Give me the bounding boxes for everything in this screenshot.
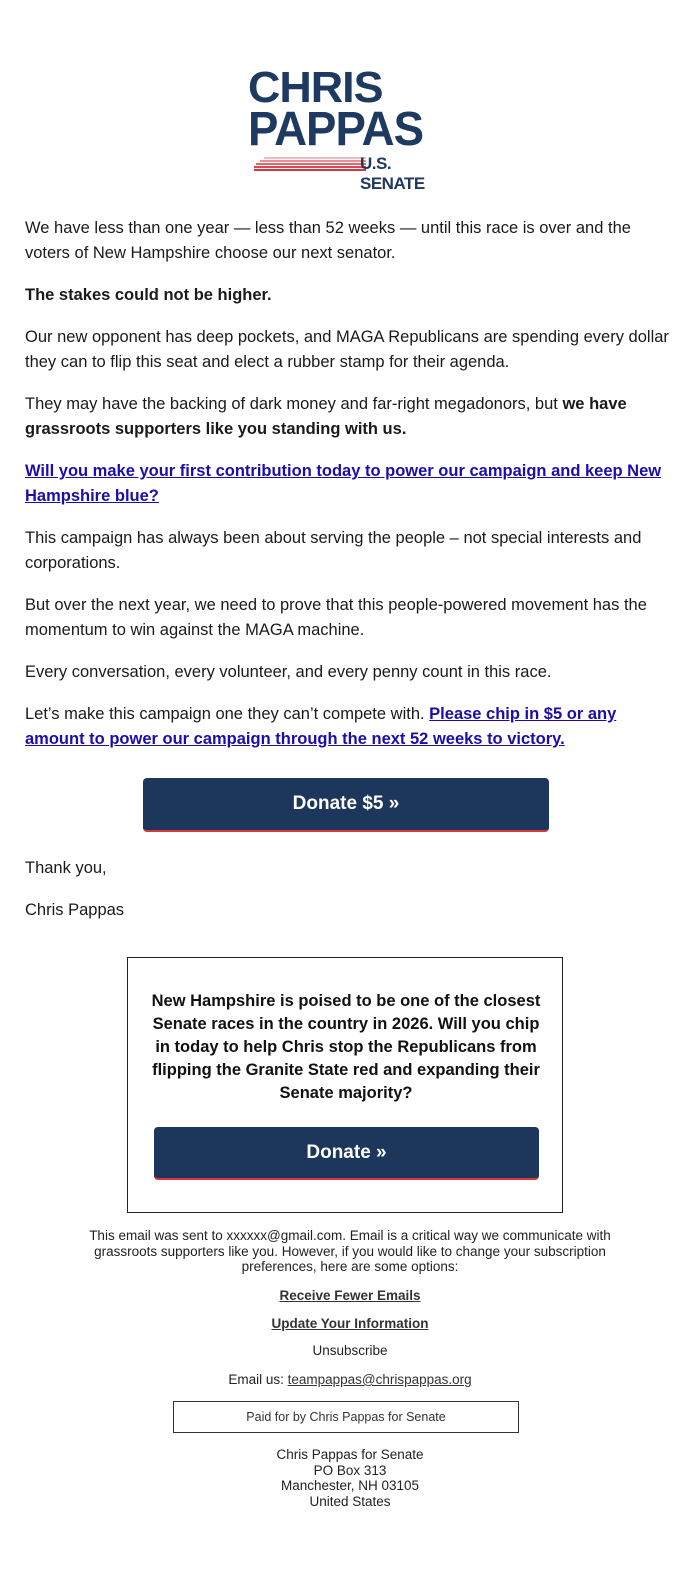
address-org: Chris Pappas for Senate [276, 1447, 424, 1462]
logo-first-name: CHRIS [248, 63, 383, 112]
footer-fewer-emails [60, 1288, 640, 1304]
email-body [25, 216, 675, 769]
footer-unsubscribe [60, 1343, 640, 1359]
chip-in-link[interactable]: Please chip in $5 or any amount to power our campaign through the next 52 weeks to victory. [25, 705, 617, 748]
update-information-link[interactable]: Update Your Information [271, 1316, 429, 1331]
address-po-box: PO Box 313 [313, 1462, 387, 1478]
address-country: United States [309, 1493, 391, 1509]
paragraph-every-penny: Every conversation, every volunteer, and every penny count in this race. [25, 663, 552, 681]
unsubscribe-link[interactable]: Unsubscribe [312, 1343, 388, 1358]
paragraph-stakes [25, 283, 675, 308]
paragraph-serving-people: This campaign has always been about serving the people – not special interests and corporations. [25, 529, 642, 572]
paragraph-momentum: But over the next year, we need to prove that this people-powered movement has the momentum to win against the MAGA machine. [25, 596, 647, 639]
paragraph-chip-in [25, 702, 675, 752]
backing-bold-text: we have grassroots supporters like you standing with us. [25, 395, 627, 438]
footer-update-info [60, 1316, 640, 1332]
paragraph-backing [25, 392, 675, 442]
footer-email-us [60, 1372, 640, 1388]
logo-stripes-graphic [254, 157, 366, 171]
paid-for-disclaimer: Paid for by Chris Pappas for Senate [173, 1401, 519, 1433]
signoff-name: Chris Pappas [25, 901, 125, 919]
logo-office: U.S. SENATE [360, 154, 425, 193]
signoff-thanks: Thank you, [25, 859, 107, 877]
logo-last-name: PAPPAS [248, 103, 424, 156]
backing-text: They may have the backing of dark money and far-right megadonors, but [25, 395, 563, 413]
contact-email-link[interactable]: teampappas@chrispappas.org [287, 1372, 472, 1387]
campaign-logo [248, 63, 448, 193]
first-contribution-link[interactable]: Will you make your first contribution today to power our campaign and keep New Hampshire blue? [25, 462, 662, 505]
paragraph-opponent: Our new opponent has deep pockets, and MAGA Republicans are spending every dollar they can to flip this seat and elect a rubber stamp for their agenda. [25, 328, 669, 371]
address-block [60, 1447, 640, 1509]
paragraph-first-contribution [25, 459, 675, 509]
donate-button[interactable]: Donate » [154, 1127, 539, 1180]
receive-fewer-emails-link[interactable]: Receive Fewer Emails [279, 1288, 421, 1303]
callout-text: New Hampshire is poised to be one of the closest Senate races in the country in 2026. Will you chip in today to help Chris stop the Republicans from flipping the Granite State red and expanding their Senate majority? [151, 992, 541, 1102]
footer-notice: This email was sent to xxxxxx@gmail.com. Email is a critical way we communicate with grassroots supporters like you. However, if you would like to change your subscription preferences, here are some options: [89, 1228, 611, 1274]
paragraph-race-timeline: We have less than one year — less than 52 weeks — until this race is over and the voters of New Hampshire choose our next senator. [25, 219, 631, 262]
donate-5-button[interactable]: Donate $5 » [143, 778, 549, 832]
chip-in-text: Let’s make this campaign one they can’t compete with. [25, 705, 430, 723]
stakes-bold-text: The stakes could not be higher. [25, 286, 272, 304]
address-city: Manchester, NH 03105 [280, 1478, 420, 1493]
donate-callout-box [127, 957, 563, 1213]
email-us-label: Email us: [228, 1372, 288, 1387]
